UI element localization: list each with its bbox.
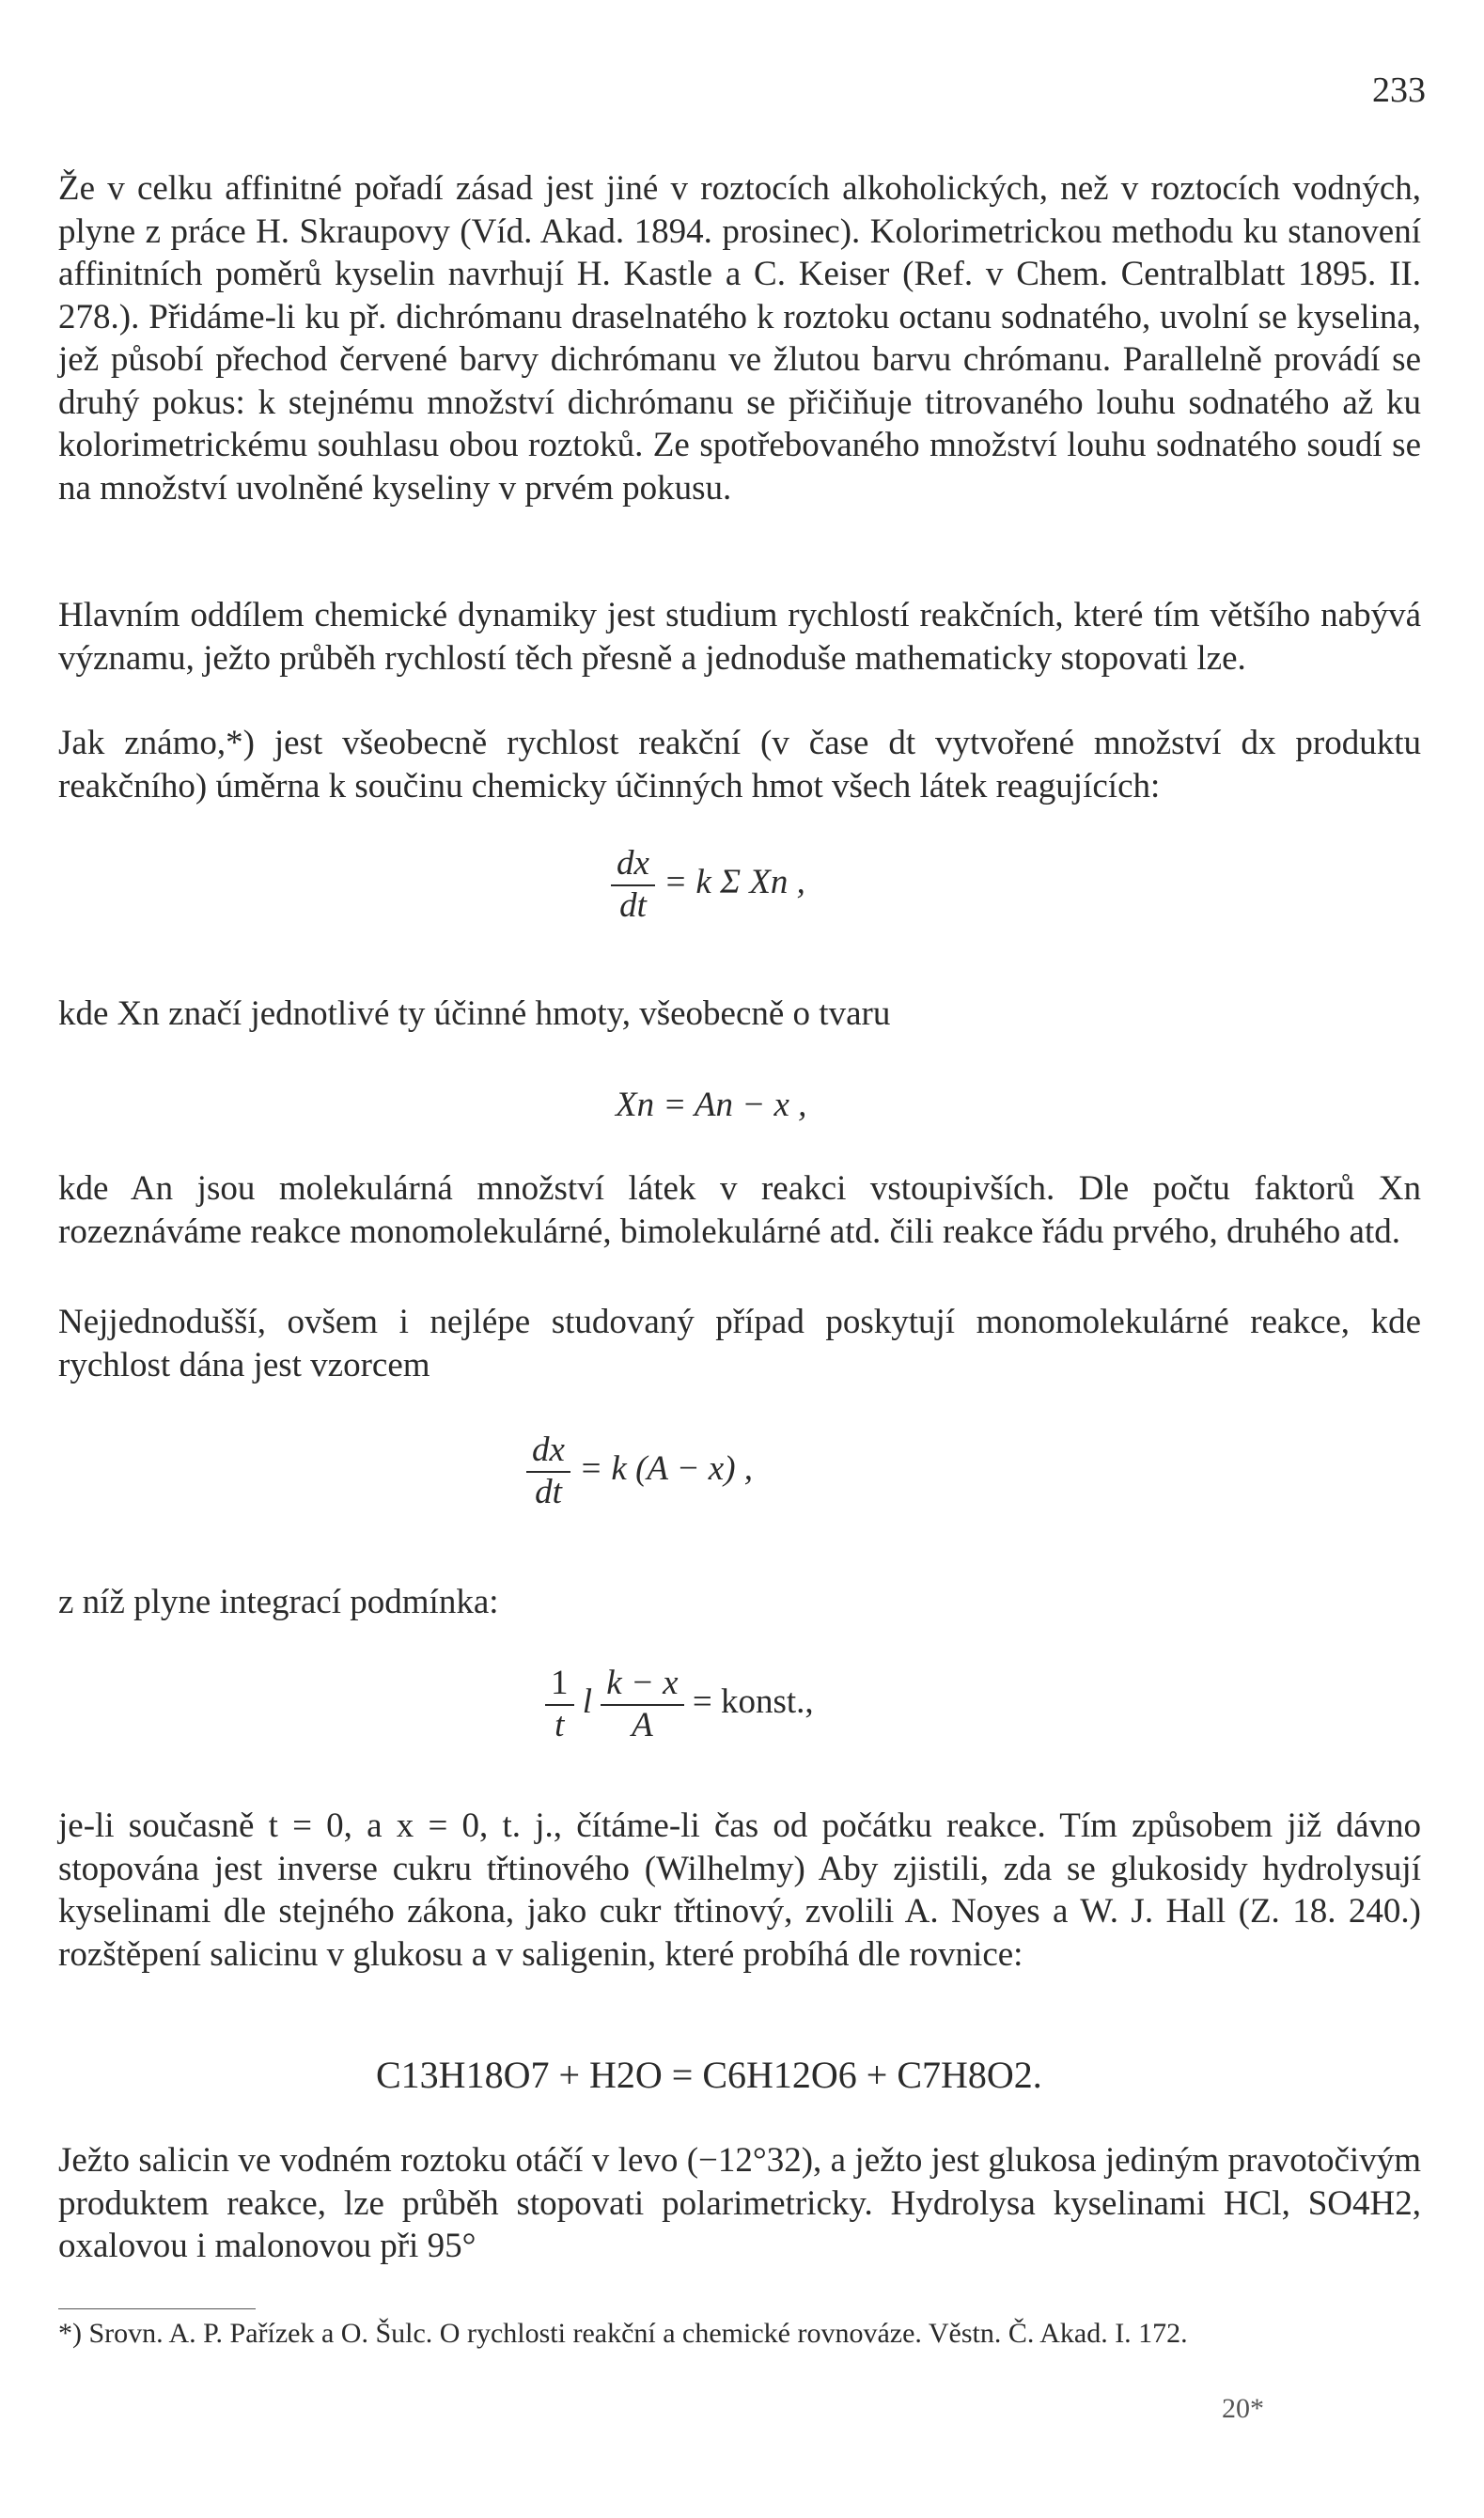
formula-rate-law [611, 844, 805, 926]
formula-rhs: = k (A − x) , [579, 1449, 754, 1489]
formula-rhs: = konst., [692, 1682, 814, 1722]
fraction-k-x-a [601, 1664, 683, 1745]
formula-xn: Xn = An − x , [616, 1086, 807, 1124]
paragraph-salicin: Ježto salicin ve vodném roztoku otáčí v levo (−12°32), a ježto jest glukosa jediným pravotočivým produktem reakce, lze průběh stopovati polarimetricky. Hydrolysa kyselinami HCl, SO4H2, oxalovou i malonovou při 95° [58, 2141, 1421, 2265]
fraction-denominator: A [632, 1705, 653, 1744]
paragraph-integration: z níž plyne integrací podmínka: [58, 1583, 499, 1621]
fraction-denominator: dt [619, 885, 647, 925]
paragraph-active-masses: kde Xn značí jednotlivé ty účinné hmoty, všeobecně o tvaru [58, 994, 891, 1033]
paragraph-dynamics: Hlavním oddílem chemické dynamiky jest studium rychlostí reakčních, které tím většího nabývá významu, ježto průběh rychlostí těch přesně a jednoduše mathematicky stopovati lze. [58, 596, 1421, 678]
fraction-numerator: dx [611, 844, 655, 886]
formula-rhs: = k Σ Xn , [664, 863, 805, 902]
paragraph-monomolecular: Nejjednodušší, ovšem i nejlépe studovaný případ poskytují monomolekulárné reakce, kde rychlost dána jest vzorcem [58, 1303, 1421, 1384]
log-symbol: l [582, 1682, 593, 1722]
fraction-numerator: dx [526, 1431, 570, 1473]
formula-integrated [545, 1664, 814, 1745]
formula-monomolecular [526, 1431, 753, 1512]
page-number: 233 [1372, 70, 1426, 110]
paragraph-reaction-rate: Jak známo,*) jest všeobecně rychlost reakční (v čase dt vytvořené množství dx produktu reakčního) úměrna k součinu chemicky účinných hmot všech látek reagujících: [58, 724, 1421, 805]
fraction-dx-dt-2 [526, 1431, 570, 1512]
printer-signature: 20* [1222, 2393, 1264, 2424]
fraction-numerator: 1 [545, 1664, 574, 1706]
paragraph-inversion: je-li současně t = 0, a x = 0, t. j., čítáme-li čas od počátku reakce. Tím způsobem již dávno stopována jest inverse cukru třtinového (Wilhelmy) Aby zjistili, zda se glukosidy hydrolysují kyselinami dle stejného zákona, jako cukr třtinový, zvolili A. Noyes a W. J. Hall (Z. 18. 240.) rozštěpení salicinu v glukosu a v saligenin, které probíhá dle rovnice: [58, 1806, 1421, 1974]
fraction-dx-dt [611, 844, 655, 926]
footnote-divider [58, 2308, 256, 2309]
fraction-1-t [545, 1664, 574, 1745]
fraction-denominator: dt [535, 1472, 562, 1511]
paragraph-molecular: kde An jsou molekulárná množství látek v reakci vstoupivších. Dle počtu faktorů Xn rozeznáváme reakce monomolekulárné, bimolekulárné atd. čili reakce řádu prvého, druhého atd. [58, 1169, 1421, 1251]
footnote: *) Srovn. A. P. Pařízek a O. Šulc. O rychlosti reakční a chemické rovnováze. Věstn. Č. Akad. I. 172. [58, 2318, 1188, 2349]
fraction-denominator: t [555, 1705, 565, 1744]
fraction-numerator: k − x [601, 1664, 683, 1706]
chemical-equation: C13H18O7 + H2O = C6H12O6 + C7H8O2. [376, 2054, 1042, 2096]
paragraph-affinity: Že v celku affinitné pořadí zásad jest jiné v roztocích alkoholických, než v roztocích vodných, plyne z práce H. Skraupovy (Víd. Akad. 1894. prosinec). Kolorimetrickou methodu ku stanovení affinitních poměrů kyselin navrhují H. Kastle a C. Keiser (Ref. v Chem. Centralblatt 1895. II. 278.). Přidáme-li ku př. dichrómanu draselnatého k roztoku octanu sodnatého, uvolní se kyselina, jež působí přechod červené barvy dichrómanu ve žlutou barvu chrómanu. Parallelně provádí se druhý pokus: k stejnému množství dichrómanu se přičiňuje titrovaného louhu sodnatého až ku kolorimetrickému souhlasu obou roztoků. Ze spotřebovaného množství louhu sodnatého soudí se na množství uvolněné kyseliny v prvém pokusu. [58, 169, 1421, 508]
